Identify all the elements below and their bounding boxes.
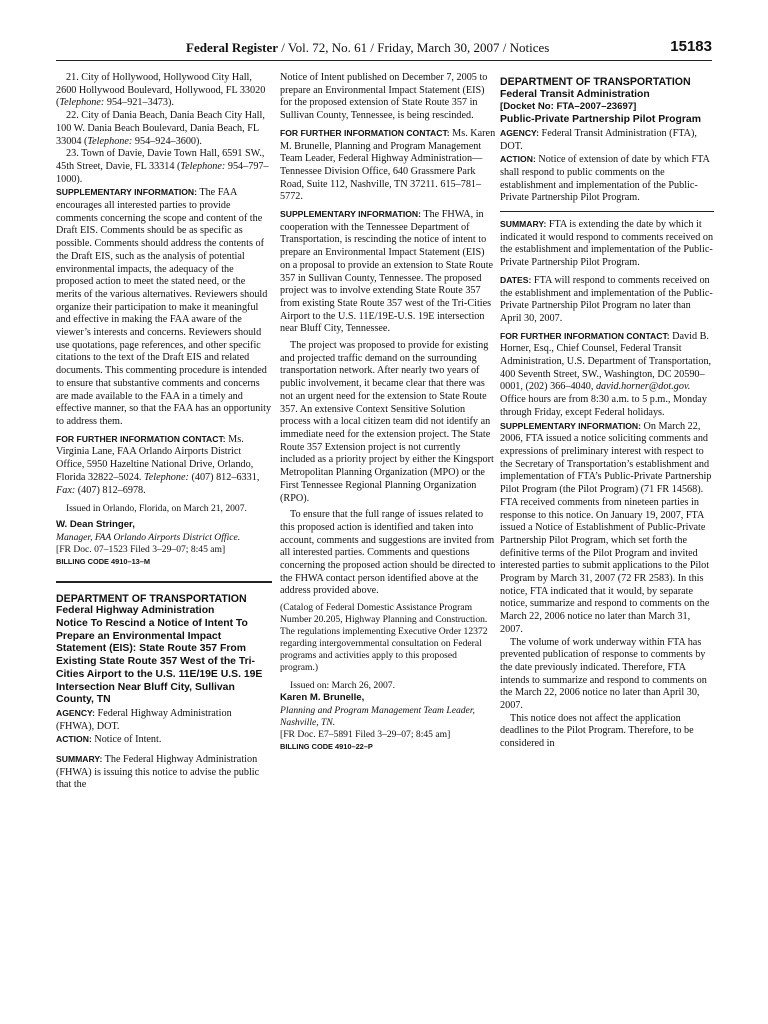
section-label: AGENCY: xyxy=(500,127,539,138)
supplementary-information xyxy=(280,208,496,336)
department-heading: DEPARTMENT OF TRANSPORTATION xyxy=(56,592,247,605)
signer-title xyxy=(56,532,272,544)
tel-label: Telephone: xyxy=(87,135,133,147)
section-label: SUMMARY: xyxy=(500,219,547,230)
agency-heading: Federal Transit Administration xyxy=(500,88,650,100)
section-label: DATES: xyxy=(500,274,532,285)
item-text: 21. City of Hollywood, Hollywood City Hall, 2600 Hollywood Boulevard, Hollywood, FL 33020 ( xyxy=(56,72,266,109)
contact-information xyxy=(56,433,272,498)
address-item-21 xyxy=(56,72,272,110)
tel-value: 954–924–3600). xyxy=(132,135,202,147)
dates xyxy=(500,274,714,326)
section-text: Notice of extension of date by which FTA shall respond to public comments on the establishment and implementation of the Public-Private Partnership Pilot Program. xyxy=(500,154,710,204)
section-label: ACTION: xyxy=(500,154,536,165)
billing-code: BILLING CODE 4910–13–M xyxy=(56,556,151,566)
journal-name: Federal Register xyxy=(186,40,279,55)
signer-name: Karen M. Brunelle, xyxy=(280,692,365,704)
agency-heading: Federal Highway Administration xyxy=(56,605,215,617)
section-label: FOR FURTHER INFORMATION CONTACT: xyxy=(500,330,670,341)
signer-name: W. Dean Stringer, xyxy=(56,519,135,531)
address-item-22 xyxy=(56,110,272,148)
tel-value: 954–921–3473). xyxy=(104,97,174,109)
section-text: FTA will respond to comments received on the establishment and implementation of the Public-Private Partnership Pilot Program no later than April 30, 2007. xyxy=(500,274,713,324)
running-header xyxy=(56,38,712,61)
item-text: 22. City of Dania Beach, Dania Beach City Hall, 100 W. Dania Beach Boulevard, Dania Beach, FL 33004 ( xyxy=(56,110,265,147)
signer-title-text: Planning and Program Management Team Leader, Nashville, TN. xyxy=(280,704,475,728)
notice-title: Public-Private Partnership Pilot Program xyxy=(500,114,701,126)
address-item-23 xyxy=(56,148,272,186)
contact-information xyxy=(500,330,714,420)
section-label: SUPPLEMENTARY INFORMATION: xyxy=(500,420,641,431)
continued-text: Notice of Intent published on December 7, 2005 to prepare an Environmental Impact Statement (EIS) for the proposed extension of State Route 357 in Sullivan County, Tennessee, is being rescinded. xyxy=(280,72,488,122)
item-text: 23. Town of Davie, Davie Town Hall, 6591 SW., 45th Street, Davie, FL 33314 ( xyxy=(56,148,265,172)
section-text: FTA is extending the date by which it indicated it would respond to comments received on the establishment and implementation of the Public-Private Partnership Pilot Program. xyxy=(500,219,714,269)
column-1 xyxy=(56,72,272,792)
section-text: The Federal Highway Administration (FHWA) is issuing this notice to advise the public that the xyxy=(56,754,260,791)
section-text: David B. Horner, Esq., Chief Counsel, Federal Transit Administration, U.S. Department of Transportation, 400 Seventh Street, SW., Washington, DC 20590–0001, (202) 366–4040, xyxy=(500,330,712,393)
section-text: Ms. Virginia Lane, FAA Orlando Airports District Office, 5950 Hazeltine National Drive, Orlando, Florida 32822–5024. xyxy=(56,433,254,483)
docket-number: [Docket No: FTA–2007–23697] xyxy=(500,101,637,113)
section-label: FOR FURTHER INFORMATION CONTACT: xyxy=(280,127,450,138)
section-label: SUPPLEMENTARY INFORMATION: xyxy=(280,209,421,220)
billing-code: BILLING CODE 4910–22–P xyxy=(280,741,373,751)
contact-hours: Office hours are from 8:30 a.m. to 5 p.m., Monday through Friday, except Federal holidays. xyxy=(500,394,707,418)
section-text: Federal Transit Administration (FTA), DOT. xyxy=(500,127,697,152)
tel-label: Telephone: xyxy=(144,471,189,483)
fr-doc-line: [FR Doc. E7–5891 Filed 3–29–07; 8:45 am] xyxy=(280,728,451,740)
contact-information xyxy=(280,127,496,204)
section-text: Ms. Karen M. Brunelle, Planning and Program Management Team Leader, Federal Highway Administration—Tennessee Division Office, 640 Grassmere Park Road, Suite 112, Nashville, TN 37211. 615–781–5772. xyxy=(280,127,496,203)
section-text: The FHWA, in cooperation with the Tennessee Department of Transportation, is rescinding the notice of intent to prepare an Environmental Impact Statement (EIS) on a proposal to provide an extension to State Route 357 in Sullivan County, Tennessee. The proposed project was to involve extending State Route 357 from existing State Route 357 west of the Tri-Cities Airport to the U.S. 11E/19E-U.S. 19E intersection near Bluff City, Tennessee. xyxy=(280,209,494,335)
body-paragraph: The volume of work underway within FTA has prevented publication of response to comments by the date previously indicated. Therefore, FTA intends to summarize and respond to comments on the March 22, 2006 notice no later than April 30, 2007. xyxy=(500,636,707,712)
action-line xyxy=(56,733,272,747)
contact-email: david.horner@dot.gov. xyxy=(595,381,691,393)
fax-value: (407) 812–6978. xyxy=(75,484,146,496)
section-label: FOR FURTHER INFORMATION CONTACT: xyxy=(56,433,226,444)
summary xyxy=(56,753,272,792)
section-divider xyxy=(500,211,714,212)
signer-title xyxy=(280,705,496,729)
issued-line: Issued on: March 26, 2007. xyxy=(290,680,395,692)
section-label: AGENCY: xyxy=(56,707,95,718)
body-paragraph: This notice does not affect the application deadlines to the Pilot Program. Therefore, to be considered in xyxy=(500,712,694,750)
supplementary-information xyxy=(56,186,272,428)
section-label: SUPPLEMENTARY INFORMATION: xyxy=(56,187,197,198)
section-label: SUMMARY: xyxy=(56,754,103,765)
tel-label: Telephone: xyxy=(59,97,105,109)
section-text: Notice of Intent. xyxy=(91,734,162,746)
tel-value: (407) 812–6331, xyxy=(188,471,260,483)
agency-line xyxy=(500,127,714,153)
tel-value: 954–797–1000). xyxy=(56,160,269,185)
column-3 xyxy=(500,72,714,751)
fr-doc-line: [FR Doc. 07–1523 Filed 3–29–07; 8:45 am] xyxy=(56,543,226,555)
section-text: Federal Highway Administration (FHWA), DOT. xyxy=(56,707,232,732)
catalog-note: (Catalog of Federal Domestic Assistance Program Number 20.205, Highway Planning and Construction. The regulations implementing Executive Order 12372 regarding intergovernmental consultation on Federal programs and activities apply to this proposed program.) xyxy=(280,602,488,674)
fax-label: Fax: xyxy=(56,484,76,496)
agency-line xyxy=(56,707,272,733)
body-paragraph: The project was proposed to provide for existing and projected traffic demand on the surrounding transportation network. After nearly two years of public involvement, it became clear that there was not an urgent need for the extension to State Route 357. An extensive Context Sensitive Solution process with a local citizen team did not identify an immediate need for the extension project. The State Route 357 Extension project is not currently included as a priority project by either the Kingsport Metropolitan Planning Organization (MPO) or the First Tennessee Regional Planning Organization (RPO). xyxy=(280,340,494,504)
signer-title-text: Manager, FAA Orlando Airports District Office. xyxy=(56,531,241,543)
running-head xyxy=(186,40,549,56)
department-heading: DEPARTMENT OF TRANSPORTATION xyxy=(500,76,691,88)
column-2 xyxy=(280,72,496,754)
section-divider xyxy=(56,581,272,583)
section-text: The FAA encourages all interested parties to provide comments concerning the scope and content of the Draft EIS. Comments should be as specific as possible. Comments should address the contents of the Draft EIS, such as the analysis of potential environmental impacts, the adequacy of the proposed action to meet the stated need, or the merits of the various alternatives. Reviewers should organize their participation to make it meaningful and effective in making the FAA aware of the viewer’s interests and concerns. Reviewers should use quotations, page references, and other specific citations to the text of the Draft EIS and related documents. This commenting procedure is intended to ensure that substantive comments and concerns are made available to the FAA in a timely and effective manner, so that the FAA has an opportunity to address them. xyxy=(56,187,272,427)
issue-details: / Vol. 72, No. 61 / Friday, March 30, 2007 / Notices xyxy=(278,40,550,55)
section-text: On March 22, 2006, FTA issued a notice soliciting comments and expressions of preliminary interest with respect to the Secretary of Transportation’s establishment and implementation of FTA’s Public-Private Partnership Pilot Program (the Pilot Program) (71 FR 14568). FTA received comments from nineteen parties in response to this notice. On January 19, 2007, FTA issued a Notice of Establishment of Public-Private Partnership Pilot Program, which set forth the definitive terms of the Pilot Program and invited interested parties to submit applications to the Pilot Program by March 31, 2007 (72 FR 2583). In this notice, FTA indicated that it would, by separate notice, summarize and respond to comments on the March 22, 2006 notice no later than March 31, 2007. xyxy=(500,420,712,635)
issued-line: Issued in Orlando, Florida, on March 21, 2007. xyxy=(66,503,247,515)
summary xyxy=(500,218,714,270)
body-paragraph: To ensure that the full range of issues related to this proposed action is identified and taken into account, comments and suggestions are invited from all interested parties. Comments and questions concerning the proposed action should be directed to the FHWA contact person identified above at the address provided above. xyxy=(280,509,496,597)
tel-label: Telephone: xyxy=(180,160,226,172)
action-line xyxy=(500,153,714,205)
supplementary-information xyxy=(500,420,714,637)
notice-title: Notice To Rescind a Notice of Intent To Prepare an Environmental Impact Statement (EIS): State Route 357 From Existing State Route 357 West of the Tri-Cities Airport to the U.S. 11E/19E U.S. 19E Intersection Near Bluff City, Sullivan County, TN xyxy=(56,618,263,706)
section-label: ACTION: xyxy=(56,734,92,745)
page-number: 15183 xyxy=(670,38,712,55)
